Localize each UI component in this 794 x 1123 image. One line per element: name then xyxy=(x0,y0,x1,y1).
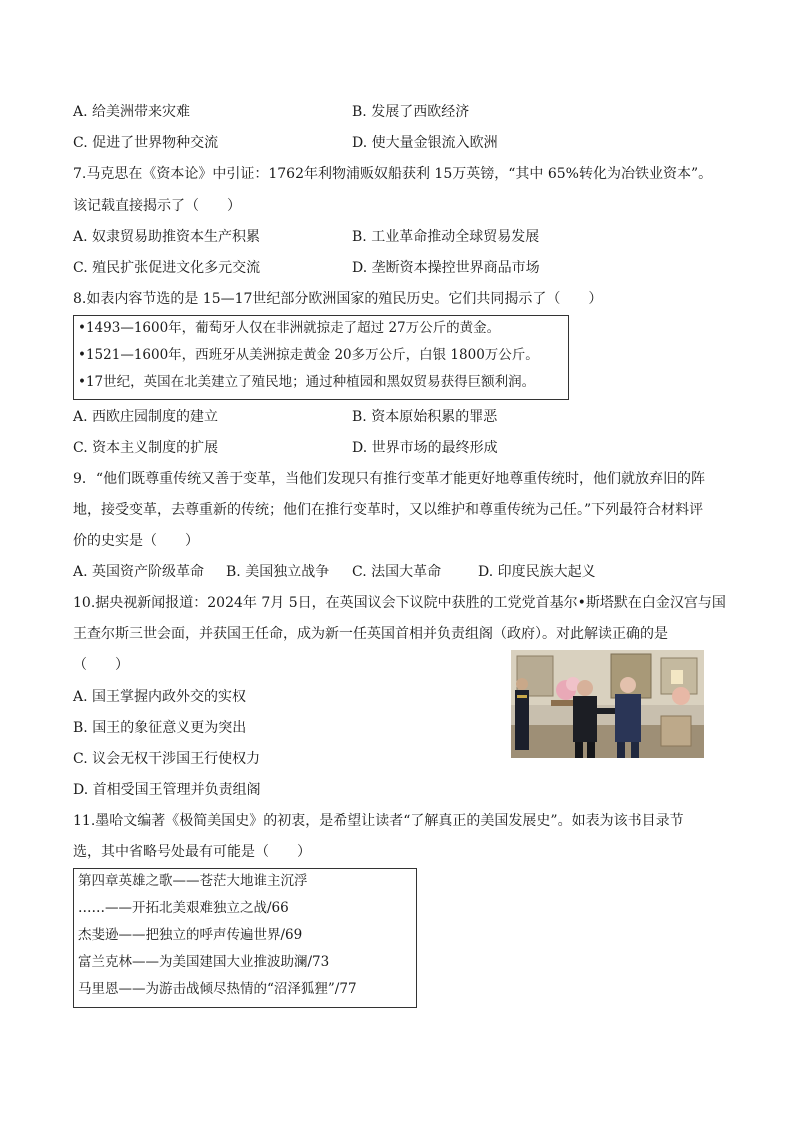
q7-stem-line2: 该记载直接揭示了（ ） xyxy=(73,198,241,214)
q9-stem-line3: 价的史实是（ ） xyxy=(73,533,199,549)
q8-option-c: C. 资本主义制度的扩展 xyxy=(73,440,219,456)
q6-option-d: D. 使大量金银流入欧洲 xyxy=(352,135,498,151)
q8-stem: 8.如表内容节选的是 15—17世纪部分欧洲国家的殖民历史。它们共同揭示了（ ） xyxy=(73,291,603,307)
q6-option-b: B. 发展了西欧经济 xyxy=(352,104,470,120)
q8-table xyxy=(73,315,569,400)
q10-option-a: A. 国王掌握内政外交的实权 xyxy=(73,689,247,705)
q9-option-c: C. 法国大革命 xyxy=(352,564,442,580)
q10-option-c: C. 议会无权干涉国王行使权力 xyxy=(73,751,261,767)
q8-option-d: D. 世界市场的最终形成 xyxy=(352,440,498,456)
q10-stem-line1: 10.据央视新闻报道：2024年 7月 5日，在英国议会下议院中获胜的工党党首基尔•斯塔默在白金汉宫与国 xyxy=(73,595,726,611)
q11-table-row: 马里恩——为游击战倾尽热情的“沼泽狐狸”/77 xyxy=(78,981,357,997)
handshake-photo xyxy=(511,650,704,758)
q8-table-row: •1521—1600年，西班牙从美洲掠走黄金 20多万公斤，白银 1800万公斤。 xyxy=(78,347,539,363)
q10-stem-line2: 王查尔斯三世会面，并获国王任命，成为新一任英国首相并负责组阁（政府）。对此解读正确的是 xyxy=(73,626,668,642)
q7-option-b: B. 工业革命推动全球贸易发展 xyxy=(352,229,540,245)
q11-table-row: ……——开拓北美艰难独立之战/66 xyxy=(78,900,289,916)
q7-option-a: A. 奴隶贸易助推资本生产积累 xyxy=(73,229,261,245)
q11-stem-line2: 选，其中省略号处最有可能是（ ） xyxy=(73,844,311,860)
q7-option-d: D. 垄断资本操控世界商品市场 xyxy=(352,260,540,276)
q10-stem-line3: （ ） xyxy=(73,657,129,673)
q6-option-c: C. 促进了世界物种交流 xyxy=(73,135,219,151)
q7-stem-line1: 7.马克思在《资本论》中引证：1762年利物浦贩奴船获利 15万英镑，“其中 65%转化为冶铁业资本”。 xyxy=(73,166,713,182)
q10-option-d: D. 首相受国王管理并负责组阁 xyxy=(73,782,261,798)
q8-option-a: A. 西欧庄园制度的建立 xyxy=(73,409,219,425)
q8-table-row: •1493—1600年，葡萄牙人仅在非洲就掠走了超过 27万公斤的黄金。 xyxy=(78,320,501,336)
q10-option-b: B. 国王的象征意义更为突出 xyxy=(73,720,247,736)
q11-stem-line1: 11.墨哈文编著《极简美国史》的初衷，是希望让读者“了解真正的美国发展史”。如表为该书目录节 xyxy=(73,813,684,829)
q6-option-a: A. 给美洲带来灾难 xyxy=(73,104,191,120)
q9-option-a: A. 英国资产阶级革命 xyxy=(73,564,205,580)
q11-table-row: 富兰克林——为美国建国大业推波助澜/73 xyxy=(78,954,330,970)
q8-table-row: •17世纪，英国在北美建立了殖民地；通过种植园和黑奴贸易获得巨额利润。 xyxy=(78,374,536,390)
q9-stem-line1: 9．“他们既尊重传统又善于变革，当他们发现只有推行变革才能更好地尊重传统时，他们就放弃旧的阵 xyxy=(73,471,706,487)
q11-table-row: 第四章英雄之歌——苍茫大地谁主沉浮 xyxy=(78,873,308,889)
q9-option-d: D. 印度民族大起义 xyxy=(478,564,596,580)
q7-option-c: C. 殖民扩张促进文化多元交流 xyxy=(73,260,261,276)
q9-stem-line2: 地，接受变革，去尊重新的传统；他们在推行变革时，又以维护和尊重传统为己任。”下列最符合材料评 xyxy=(73,502,704,518)
q9-option-b: B. 美国独立战争 xyxy=(226,564,330,580)
q11-table-row: 杰斐逊——把独立的呼声传遍世界/69 xyxy=(78,927,303,943)
q11-table xyxy=(73,868,417,1008)
q8-option-b: B. 资本原始积累的罪恶 xyxy=(352,409,498,425)
